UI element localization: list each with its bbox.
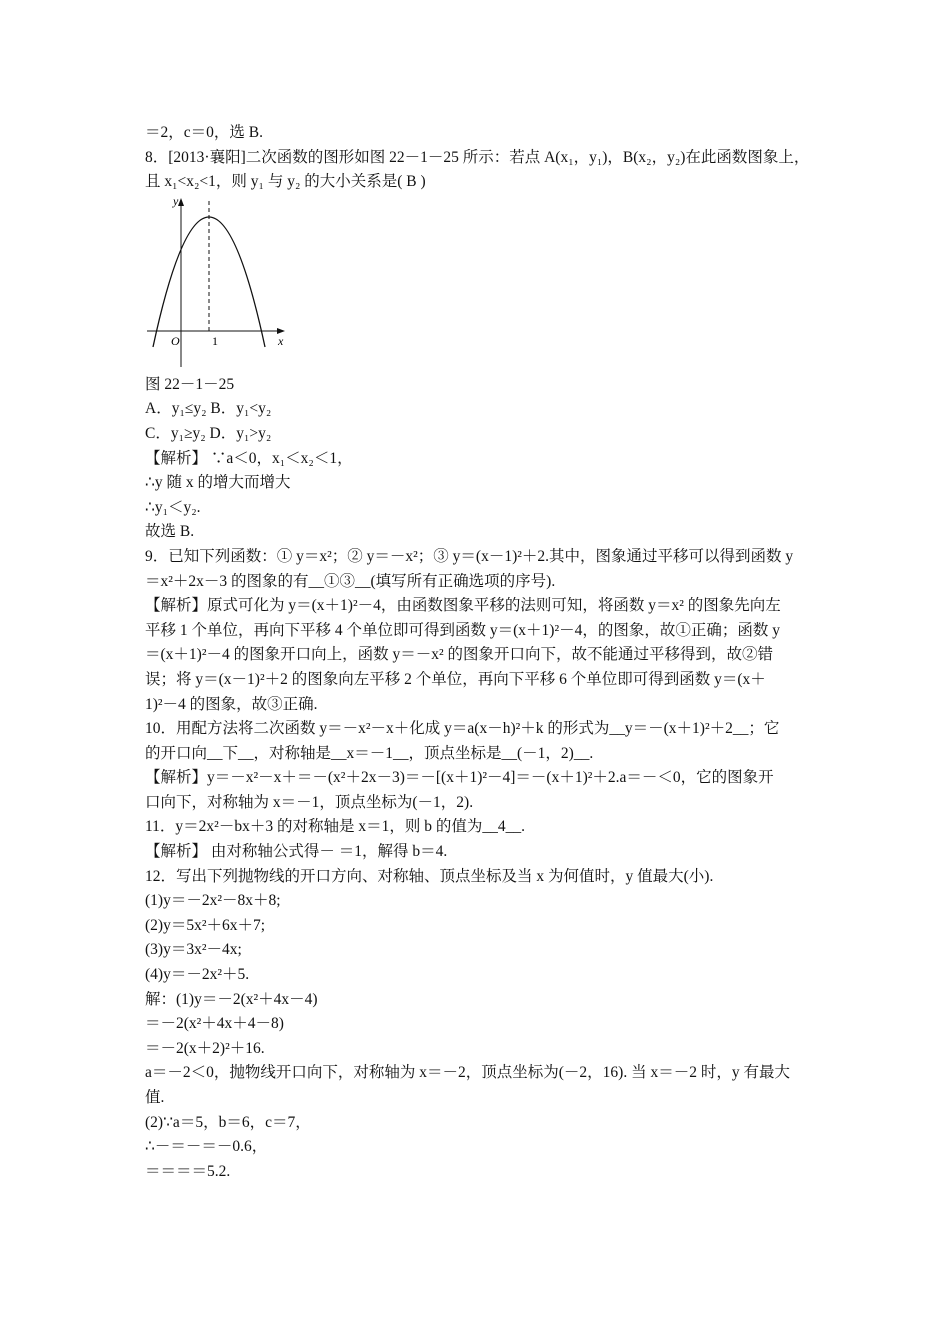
option-cd: C．y₁≥y₂ D．y₁>y₂: [145, 424, 272, 442]
solution-line: (2)∵a＝5，b＝6，c＝7，: [145, 1113, 311, 1131]
analysis-line: 1)²－4 的图象，故③正确.: [145, 695, 318, 713]
sub-question-line: (1)y＝－2x²－8x＋8;: [145, 892, 281, 910]
sub-question-line: (2)y＝5x²＋6x＋7;: [145, 916, 266, 934]
solution-line: ＝＝＝＝5.2.: [145, 1162, 231, 1180]
origin-label: O: [171, 333, 180, 348]
question-11-line: 11．y＝2x²－bx＋3 的对称轴是 x＝1，则 b 的值为__4__.: [145, 818, 525, 836]
y-axis-label: y: [173, 194, 179, 208]
solution-line: a＝－2＜0，抛物线开口向下，对称轴为 x＝－2，顶点坐标为(－2，16). 当 x＝－2 时，y 有最大: [145, 1064, 790, 1082]
parabola-graph: [145, 195, 295, 373]
answer-line: 故选 B.: [145, 523, 195, 541]
analysis-line: 口向下，对称轴为 x＝－1，顶点坐标为(－1，2).: [145, 793, 474, 811]
analysis-line: 【解析】 ∵a＜0，x₁＜x₂＜1，: [145, 449, 353, 467]
analysis-line: 【解析】y＝－x²－x＋＝－(x²＋2x－3)＝－[(x＋1)²－4]＝－(x＋1)²＋2.a＝－＜0，它的图象开: [145, 769, 774, 787]
option-ab: A．y₁≤y₂ B．y₁<y₂: [145, 400, 272, 418]
question-8-line-1: 8．[2013·襄阳]二次函数的图形如图 22－1－25 所示：若点 A(x₁，y₁)，B(x₂，y₂)在此函数图象上，: [145, 148, 810, 166]
question-8-line-2: 且 x₁<x₂<1，则 y₁ 与 y₂ 的大小关系是( B ): [145, 173, 426, 191]
sub-question-line: (4)y＝－2x²＋5.: [145, 966, 250, 984]
analysis-line: ＝(x＋1)²－4 的图象开口向上，函数 y＝－x² 的图象开口向下，故不能通过平移得到，故②错: [145, 646, 773, 664]
analysis-line: 误；将 y＝(x－1)²＋2 的图象向左平移 2 个单位，再向下平移 6 个单位即可得到函数 y＝(x＋: [145, 670, 766, 688]
y-axis-arrow: [178, 198, 184, 206]
parabola-figure: [145, 195, 815, 373]
solution-line: ＝－2(x²＋4x＋4－8): [145, 1015, 284, 1033]
analysis-line: ∴y 随 x 的增大而增大: [145, 474, 291, 492]
analysis-line: ∴y₁＜y₂.: [145, 498, 201, 516]
question-9-line: 9．已知下列函数：① y＝x²；② y＝－x²；③ y＝(x－1)²＋2.其中，图象通过平移可以得到函数 y: [145, 547, 794, 565]
solution-line: 解：(1)y＝－2(x²＋4x－4): [145, 990, 318, 1008]
figure-caption: 图 22－1－25: [145, 375, 235, 393]
question-12-line: 12．写出下列抛物线的开口方向、对称轴、顶点坐标及当 x 为何值时，y 值最大(小).: [145, 867, 714, 885]
analysis-line: 【解析】 由对称轴公式得－ ＝1，解得 b＝4.: [145, 843, 448, 861]
question-10-line: 的开口向__下__，对称轴是__x＝－1__，顶点坐标是__(－1，2)__.: [145, 744, 594, 762]
sub-question-line: (3)y＝3x²－4x;: [145, 941, 242, 959]
solution-line: ＝－2(x＋2)²＋16.: [145, 1039, 265, 1057]
text-line: ＝2，c＝0，选 B.: [145, 124, 263, 141]
x-axis-label: x: [278, 333, 284, 348]
solution-line: ∴－＝－＝－0.6，: [145, 1138, 268, 1156]
question-9-line: ＝x²＋2x－3 的图象的有__①③__(填写所有正确选项的序号).: [145, 572, 556, 590]
analysis-line: 平移 1 个单位，再向下平移 4 个单位即可得到函数 y＝(x＋1)²－4，的图象，故①正确；函数 y: [145, 621, 780, 639]
tick-label-1: 1: [212, 333, 218, 348]
analysis-line: 【解析】原式可化为 y＝(x＋1)²－4，由函数图象平移的法则可知，将函数 y＝x² 的图象先向左: [145, 597, 781, 615]
document-body: [145, 121, 815, 1184]
question-10-line: 10．用配方法将二次函数 y＝－x²－x＋化成 y＝a(x－h)²＋k 的形式为__y＝－(x＋1)²＋2__；它: [145, 720, 780, 738]
solution-line: 值.: [145, 1089, 165, 1106]
